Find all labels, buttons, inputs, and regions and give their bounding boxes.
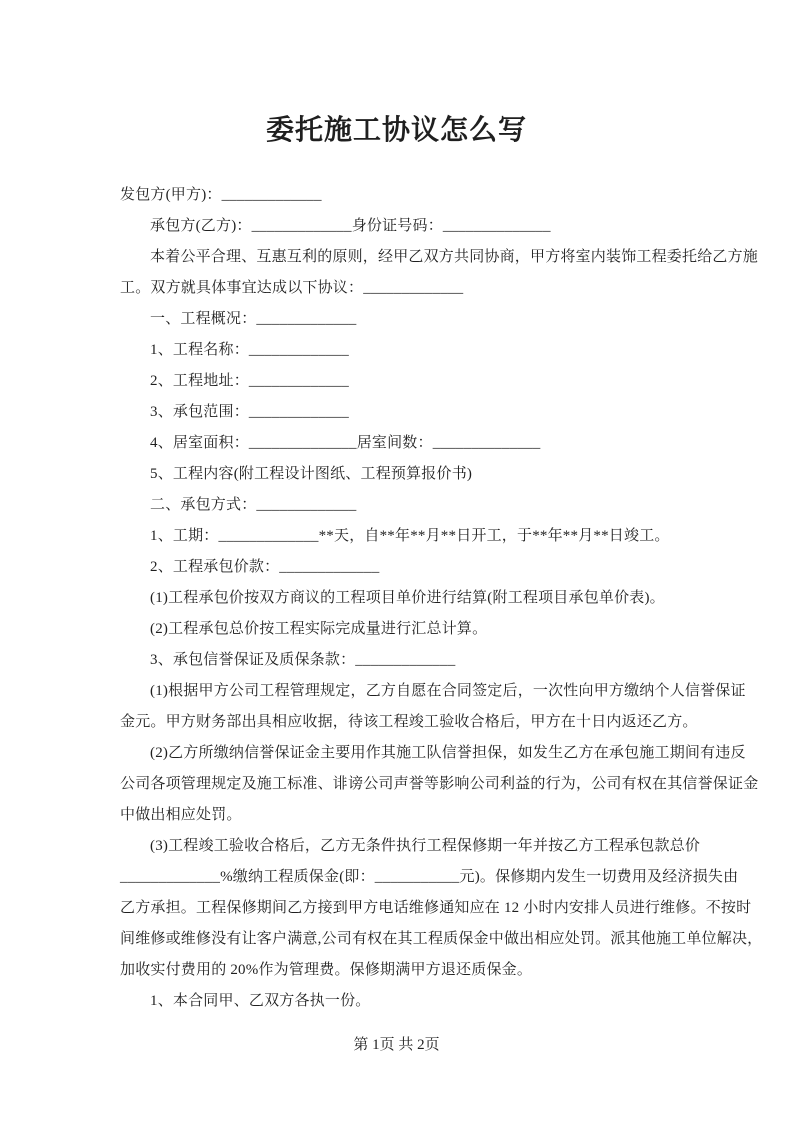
document-line: 中做出相应处罚。 — [120, 807, 242, 823]
page-number-footer: 第 1页 共 2页 — [353, 1037, 440, 1053]
document-line: 3、承包信誉保证及质保条款：_____________ — [150, 652, 456, 668]
document-line: 乙方承担。工程保修期间乙方接到甲方电话维修通知应在 12 小时内安排人员进行维修。不按时 — [120, 900, 752, 916]
document-line: 工。双方就具体事宜达成以下协议：_____________ — [120, 280, 464, 296]
document-line: 2、工程地址：_____________ — [150, 373, 350, 389]
document-line: (2)乙方所缴纳信誉保证金主要用作其施工队信誉担保，如发生乙方在承包施工期间有违反 — [150, 745, 746, 761]
document-line: 公司各项管理规定及施工标准、诽谤公司声誉等影响公司利益的行为，公司有权在其信誉保证金 — [120, 776, 759, 792]
document-line: _____________%缴纳工程质保金(即：___________元)。保修期内发生一切费用及经济损失由 — [120, 869, 739, 885]
document-line: (3)工程竣工验收合格后，乙方无条件执行工程保修期一年并按乙方工程承包款总价 — [150, 838, 701, 854]
document-title: 委托施工协议怎么写 — [265, 114, 527, 146]
document-line: 一、工程概况：_____________ — [150, 311, 357, 327]
document-line: (1)根据甲方公司工程管理规定，乙方自愿在合同签定后，一次性向甲方缴纳个人信誉保证 — [150, 683, 746, 699]
document-line: 发包方(甲方)：_____________ — [120, 187, 322, 203]
document-line: (2)工程承包总价按工程实际完成量进行汇总计算。 — [150, 621, 488, 637]
document-line: 二、承包方式：_____________ — [150, 497, 357, 513]
document-line: 1、工程名称：_____________ — [150, 342, 350, 358]
document-line: 1、工期：_____________**天，自**年**月**日开工，于**年**月**日竣工。 — [150, 528, 670, 544]
document-line: 4、居室面积：______________居室间数：______________ — [150, 435, 541, 451]
document-line: 2、工程承包价款：_____________ — [150, 559, 380, 575]
document-line: 本着公平合理、互惠互利的原则，经甲乙双方共同协商，甲方将室内装饰工程委托给乙方施 — [150, 249, 759, 265]
document-line: 3、承包范围：_____________ — [150, 404, 350, 420]
document-line: 1、本合同甲、乙双方各执一份。 — [150, 993, 371, 1009]
document-line: 5、工程内容(附工程设计图纸、工程预算报价书) — [150, 466, 473, 482]
document-line: 间维修或维修没有让客户满意,公司有权在其工程质保金中做出相应处罚。派其他施工单位解决， — [120, 931, 763, 947]
document-line: 金元。甲方财务部出具相应收据，待该工程竣工验收合格后，甲方在十日内返还乙方。 — [120, 714, 698, 730]
document-line: 加收实付费用的 20%作为管理费。保修期满甲方退还质保金。 — [120, 962, 533, 978]
document-line: 承包方(乙方)：_____________身份证号码：______________ — [150, 218, 551, 234]
document-line: (1)工程承包价按双方商议的工程项目单价进行结算(附工程项目承包单价表)。 — [150, 590, 665, 606]
document-body — [120, 180, 763, 1017]
